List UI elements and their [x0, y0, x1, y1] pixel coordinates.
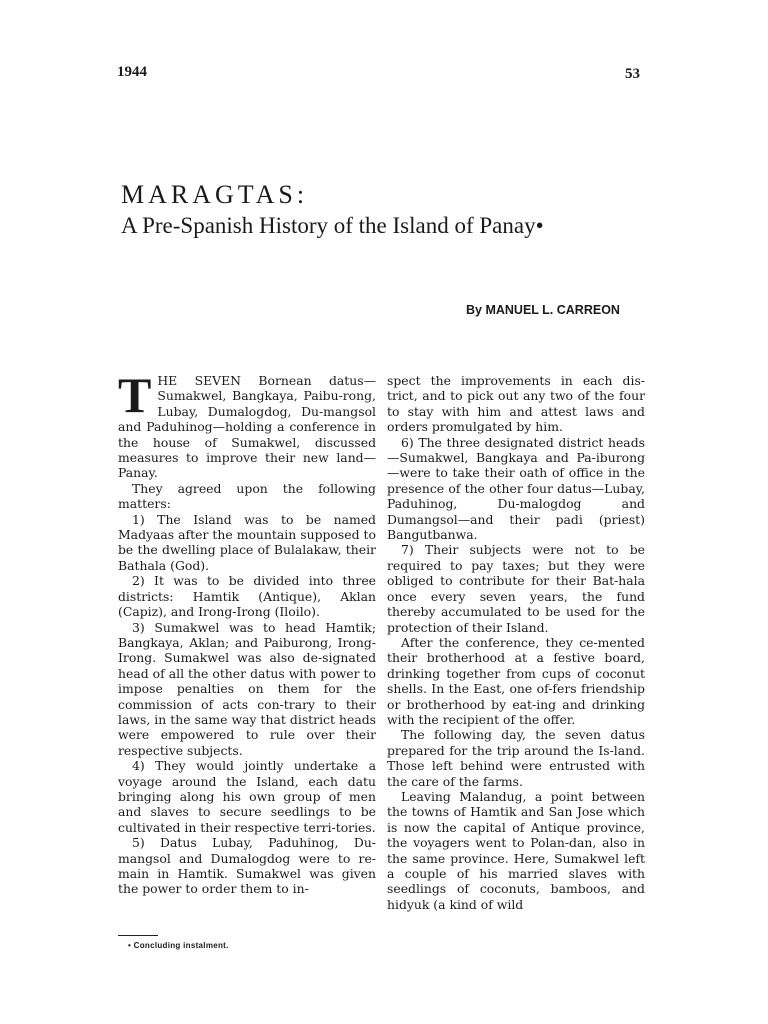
paragraph: 5) Datus Lubay, Paduhinog, Du-mangsol and Dumalogdog were to re-main in Hamtik. Sumakwel was given the power to order them to in-	[118, 835, 376, 897]
footnote: • Concluding instalment.	[128, 941, 229, 950]
paragraph: After the conference, they ce-mented their brotherhood at a festive board, drinking together from cups of coconut shells. In the East, one of-fers friendship or brotherhood by eat-ing and drinking with the recipient of the offer.	[387, 634, 645, 727]
left-column	[118, 367, 376, 897]
paragraph-text: HE SEVEN Bornean datus—Sumakwel, Bangkaya, Paibu-rong, Lubay, Dumalogdog, Du-mangsol and Paduhinog—holding a conference in the house of Sumakwel, discussed measures to improve their new land—Panay.	[118, 373, 376, 481]
right-column	[387, 373, 645, 912]
paragraph	[118, 367, 376, 481]
header-year: 1944	[117, 64, 147, 80]
author-byline: By MANUEL L. CARREON	[466, 303, 620, 317]
article-subtitle: A Pre-Spanish History of the Island of Panay•	[121, 213, 544, 238]
page-number: 53	[625, 66, 640, 82]
paragraph: Leaving Malandug, a point between the towns of Hamtik and San Jose which is now the capital of Antique province, the voyagers went to Polan-dan, also in the same province. Here, Sumakwel left a couple of his married slaves with seedlings of coconuts, bamboos, and hidyuk (a kind of wild	[387, 788, 645, 912]
paragraph: 7) Their subjects were not to be required to pay taxes; but they were obliged to contribute for their Bat-hala once every seven years, the fund thereby accumulated to be used for the protection of their Island.	[387, 542, 645, 635]
paragraph: The following day, the seven datus prepared for the trip around the Is-land. Those left behind were entrusted with the care of the farms.	[387, 727, 645, 789]
paragraph: 4) They would jointly undertake a voyage around the Island, each datu bringing along his own group of men and slaves to secure seedlings to be cultivated in their respective terri-tories.	[118, 758, 376, 835]
paragraph: 3) Sumakwel was to head Hamtik; Bangkaya, Aklan; and Paiburong, Irong-Irong. Sumakwel was also de-signated head of all the other datus with power to impose penalties on them for the commission of acts con-trary to their laws, in the same way that district heads were empowered to rule over their respective subjects.	[118, 619, 376, 758]
footnote-rule	[118, 935, 158, 936]
drop-cap: T	[118, 367, 152, 423]
paragraph: They agreed upon the following matters:	[118, 480, 376, 512]
paragraph: spect the improvements in each dis-trict, and to pick out any two of the four to stay with him and attest laws and orders promulgated by him.	[387, 373, 645, 435]
paragraph: 6) The three designated district heads—Sumakwel, Bangkaya and Pa-iburong—were to take their oath of office in the presence of the other four datus—Lubay, Paduhinog, Du-malogdog and Dumangsol—and their padi (priest) Bangutbanwa.	[387, 434, 645, 543]
paragraph: 1) The Island was to be named Madyaas after the mountain supposed to be the dwelling place of Bulalakaw, their Bathala (God).	[118, 511, 376, 573]
article-title: MARAGTAS:	[121, 180, 309, 209]
paragraph: 2) It was to be divided into three districts: Hamtik (Antique), Aklan (Capiz), and Irong-Irong (Iloilo).	[118, 573, 376, 620]
